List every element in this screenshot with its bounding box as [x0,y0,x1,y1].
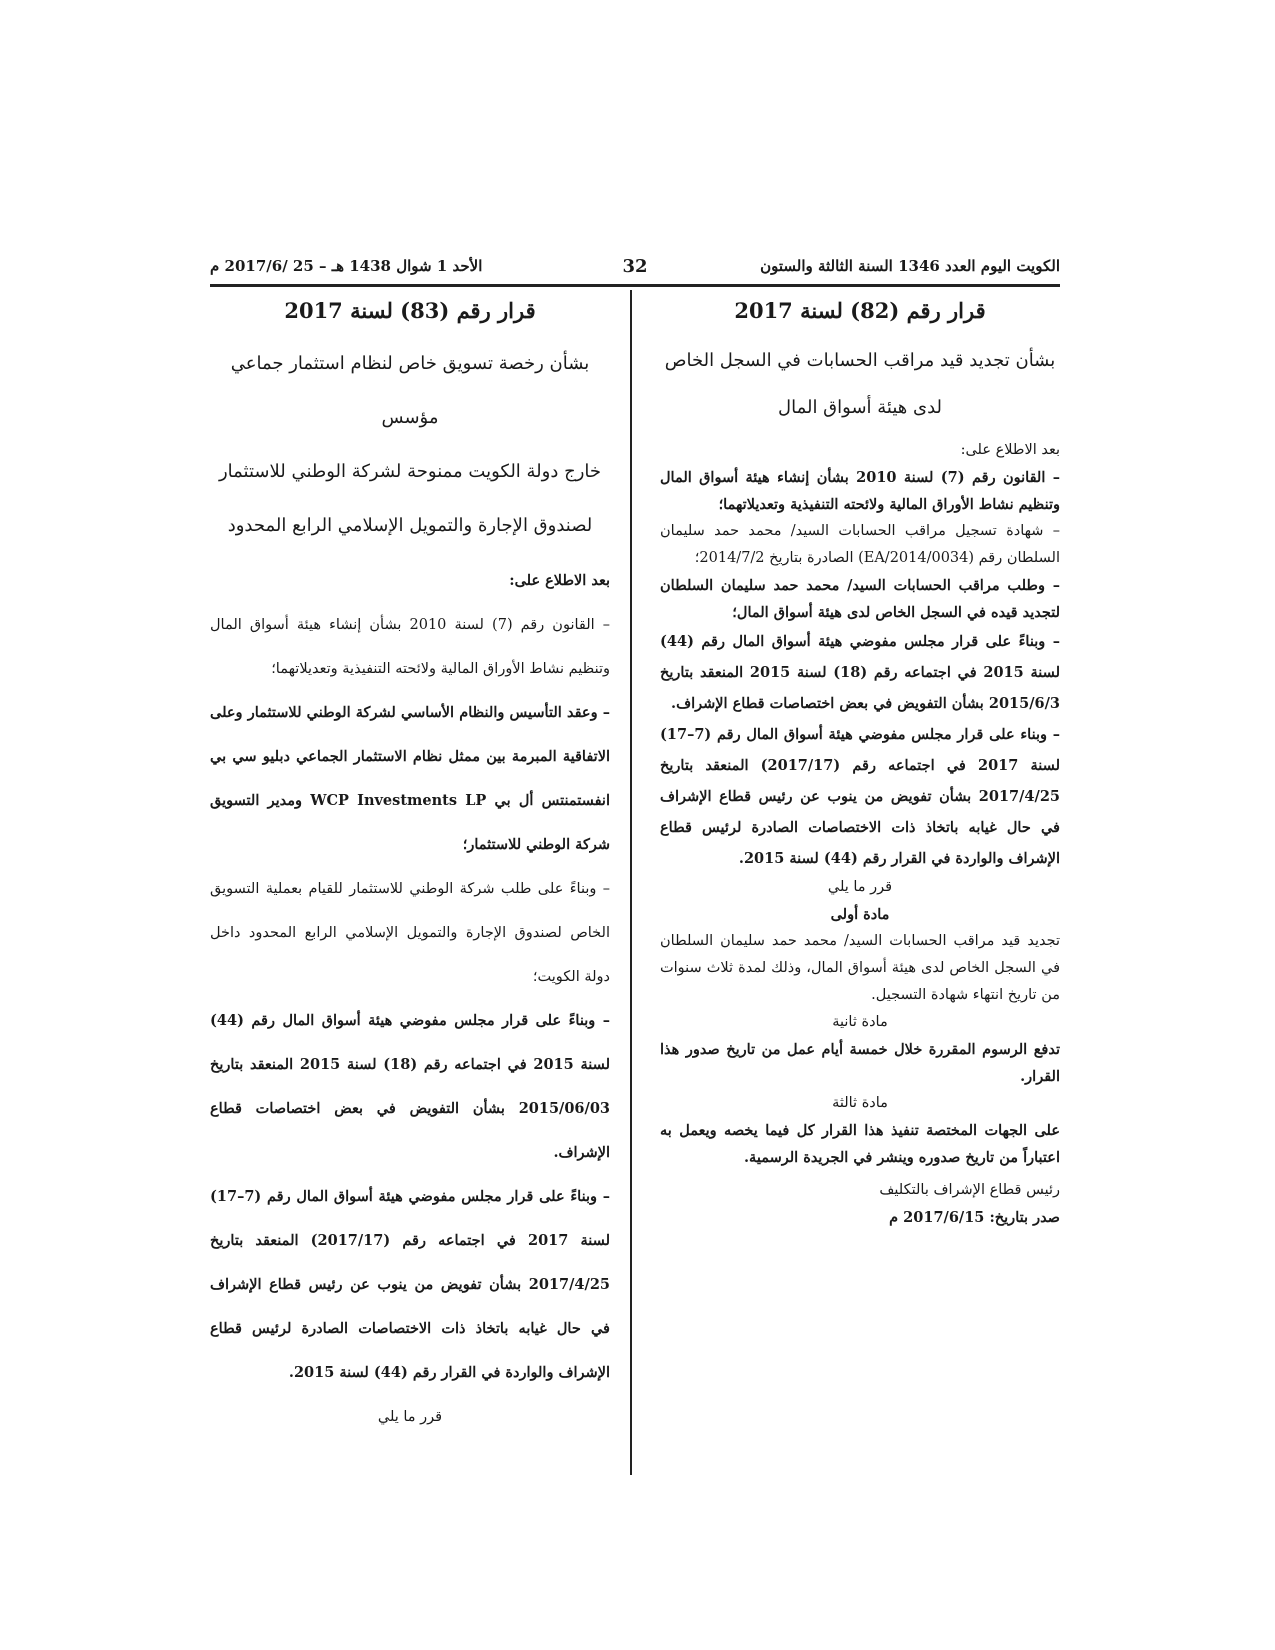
decision-82-recital: – وطلب مراقب الحسابات السيد/ محمد حمد سليمان السلطان لتجديد قيده في السجل الخاص لدى هيئة أسواق المال؛ [660,577,1060,621]
decision-82-subject [660,337,1060,431]
decision-82-article-1-title: مادة أولى [830,906,890,923]
header-rule [210,284,1060,287]
decision-82-subject-line: بشأن تجديد قيد مراقب الحسابات في السجل الخاص [664,350,1056,371]
decision-82-body [660,437,1060,1231]
decision-83-subject-line: لصندوق الإجارة والتمويل الإسلامي الرابع المحدود [227,515,593,536]
decision-82-column [660,294,1060,1231]
decision-82-recital: – وبناءً على قرار مجلس مفوضي هيئة أسواق المال رقم (44) لسنة 2015 في اجتماعه رقم (18) لسنة 2015 المنعقد بتاريخ 2015/6/3 بشأن التفويض في بعض اختصاصات قطاع الإشراف. [660,633,1060,712]
page-header [210,250,1060,282]
decision-82-article-3-title: مادة ثالثة [832,1095,888,1111]
decision-83-body [210,559,610,1439]
decision-82-recital: – القانون رقم (7) لسنة 2010 بشأن إنشاء هيئة أسواق المال وتنظيم نشاط الأوراق المالية ولائحته التنفيذية وتعديلاتهما؛ [660,469,1060,513]
decision-82-signatory: رئيس قطاع الإشراف بالتكليف [879,1182,1060,1198]
gazette-page [210,250,1060,1490]
decision-82-article-1-text: تجديد قيد مراقب الحسابات السيد/ محمد حمد سليمان السلطان في السجل الخاص لدى هيئة أسواق المال، وذلك لمدة ثلاث سنوات من تاريخ انتهاء شهادة التسجيل. [660,933,1060,1003]
header-date: الأحد 1 شوال 1438 هـ – 25 /2017/6 م [210,257,483,275]
decision-82-recital: – شهادة تسجيل مراقب الحسابات السيد/ محمد حمد سليمان السلطان رقم (EA/2014/0034) الصادرة بتاريخ 2014/7/2؛ [660,523,1060,566]
decision-82-title: قرار رقم (82) لسنة 2017 [734,298,986,323]
decision-83-recital: – القانون رقم (7) لسنة 2010 بشأن إنشاء هيئة أسواق المال وتنظيم نشاط الأوراق المالية ولائحته التنفيذية وتعديلاتهما؛ [210,617,610,677]
decision-83-column [210,294,610,1439]
decision-83-subject [210,337,610,553]
decision-83-recital: – وبناءً على قرار مجلس مفوضي هيئة أسواق المال رقم (7–17) لسنة 2017 في اجتماعه رقم (2017/17) المنعقد بتاريخ 2017/4/25 بشأن تفويض من ينوب عن رئيس قطاع الإشراف في حال غيابه باتخاذ ذات الاختصاصات الصادرة لرئيس قطاع الإشراف والواردة في القرار رقم (44) لسنة 2015. [210,1188,610,1381]
decision-83-decided: قرر ما يلي [377,1409,443,1425]
decision-83-recital: – وعقد التأسيس والنظام الأساسي لشركة الوطني للاستثمار وعلى الاتفاقية المبرمة بين ممثل نظام الاستثمار الجماعي دبليو سي بي انفستمنتس أل بي WCP Investments LP ومدير التسويق شركة الوطني للاستثمار؛ [210,704,610,853]
header-publication: الكويت اليوم العدد 1346 السنة الثالثة والستون [760,257,1060,275]
decision-82-article-3-text: على الجهات المختصة تنفيذ هذا القرار كل فيما يخصه ويعمل به اعتباراً من تاريخ صدوره وينشر في الجريدة الرسمية. [660,1122,1060,1166]
decision-82-issue-date: صدر بتاريخ: 2017/6/15 م [889,1209,1060,1226]
column-divider [630,290,632,1475]
decision-83-recital: – وبناءً على طلب شركة الوطني للاستثمار للقيام بعملية التسويق الخاص لصندوق الإجارة والتمويل الإسلامي الرابع المحدود داخل دولة الكويت؛ [210,881,610,985]
decision-82-intro: بعد الاطلاع على: [960,442,1060,458]
decision-82-decided: قرر ما يلي [827,879,893,895]
decision-83-subject-line: خارج دولة الكويت ممنوحة لشركة الوطني للاستثمار [218,461,602,482]
decision-82-recital: – وبناء على قرار مجلس مفوضي هيئة أسواق المال رقم (7–17) لسنة 2017 في اجتماعه رقم (2017/17) المنعقد بتاريخ 2017/4/25 بشأن تفويض من ينوب عن رئيس قطاع الإشراف في حال غيابه باتخاذ ذات الاختصاصات الصادرة لرئيس قطاع الإشراف والواردة في القرار رقم (44) لسنة 2015. [660,726,1060,867]
decision-82-subject-line: لدى هيئة أسواق المال [778,397,942,418]
decision-82-article-2-title: مادة ثانية [832,1014,888,1030]
page-number: 32 [622,255,648,277]
decision-82-article-2-text: تدفع الرسوم المقررة خلال خمسة أيام عمل من تاريخ صدور هذا القرار. [660,1041,1060,1085]
decision-83-intro: بعد الاطلاع على: [509,572,610,589]
decision-83-subject-line: بشأن رخصة تسويق خاص لنظام استثمار جماعي مؤسس [230,353,590,428]
decision-83-title: قرار رقم (83) لسنة 2017 [284,298,536,323]
decision-83-recital: – وبناءً على قرار مجلس مفوضي هيئة أسواق المال رقم (44) لسنة 2015 في اجتماعه رقم (18) لسنة 2015 المنعقد بتاريخ 2015/06/03 بشأن التفويض في بعض اختصاصات قطاع الإشراف. [210,1012,610,1161]
